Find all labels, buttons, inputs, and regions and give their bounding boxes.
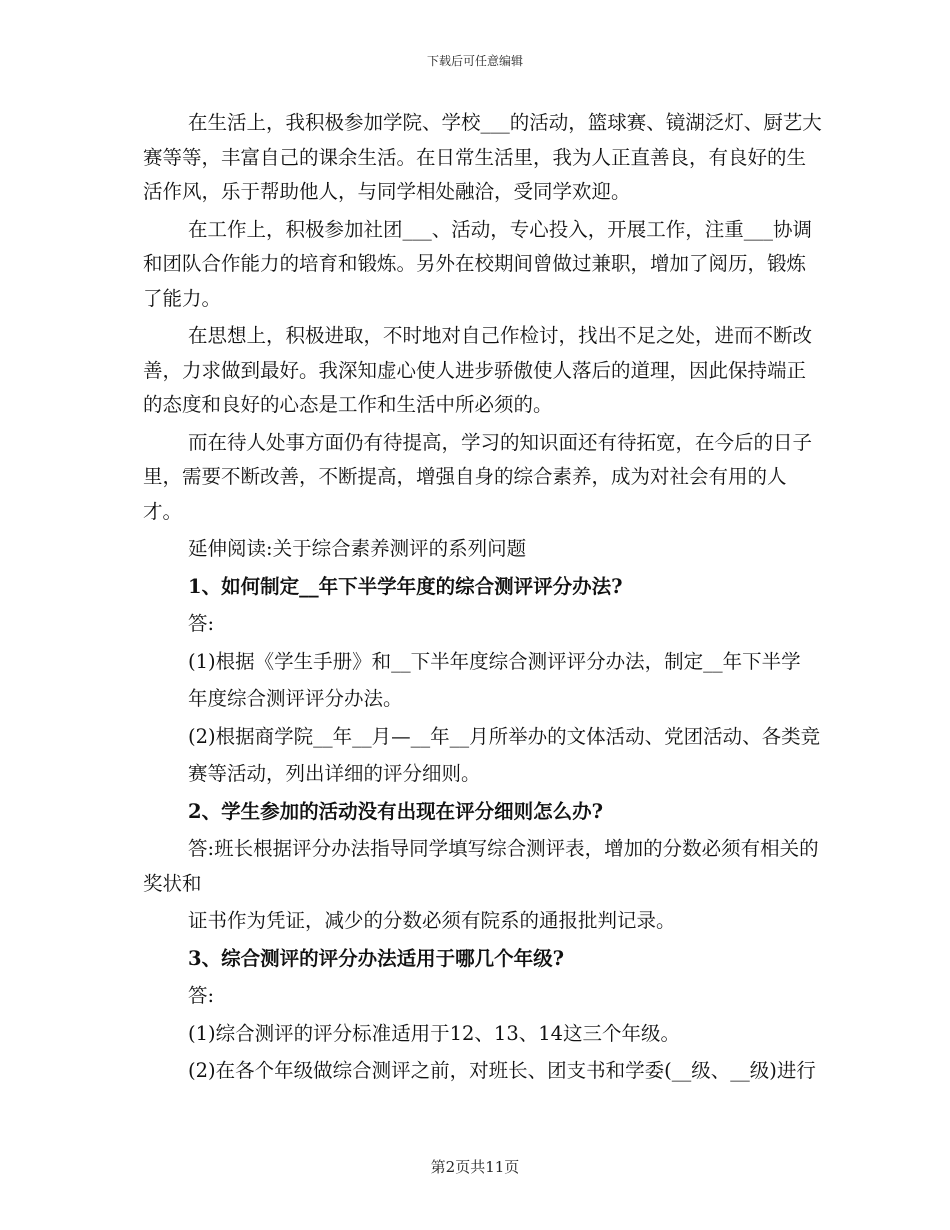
question-1: 1、如何制定__年下半学年度的综合测评评分办法? — [188, 574, 623, 598]
answer-3-item-1: (1)综合测评的评分标准适用于12、13、14这三个年级。 — [188, 1021, 681, 1045]
answer-1-item-2-cont: 赛等活动，列出详细的评分细则。 — [188, 762, 481, 785]
answer-1-item-1-cont: 年度综合测评评分办法。 — [188, 687, 403, 710]
answer-2-cont: 证书作为凭证，减少的分数必须有院系的通报批判记录。 — [188, 909, 676, 932]
question-2: 2、学生参加的活动没有出现在评分细则怎么办? — [188, 799, 603, 823]
page-header: 下载后可任意编辑 — [426, 54, 523, 68]
paragraph-work: 在工作上，积极参加社团___、活动，专心投入，开展工作，注重___协调和团队合作能力的培育和锻炼。另外在校期间曾做过兼职，增加了阅历，锻炼了能力。 — [143, 217, 813, 310]
answer-label: 答: — [188, 612, 215, 635]
answer-1-item-2: (2)根据商学院__年__月—__年__月所举办的文体活动、党团活动、各类竞 — [188, 724, 821, 748]
page-footer: 第2页共11页 — [430, 1158, 520, 1176]
answer-1-item-1: (1)根据《学生手册》和__下半年度综合测评评分办法，制定__年下半学 — [188, 649, 801, 673]
question-3: 3、综合测评的评分办法适用于哪几个年级? — [188, 946, 564, 970]
answer-3-item-2: (2)在各个年级做综合测评之前，对班长、团支书和学委(__级、__级)进行 — [188, 1059, 816, 1082]
answer-label: 答: — [188, 984, 215, 1007]
answer-2: 答:班长根据评分办法指导同学填写综合测评表，增加的分数必须有相关的奖状和 — [143, 837, 819, 895]
paragraph-improvement: 而在待人处事方面仍有待提高，学习的知识面还有待拓宽，在今后的日子里，需要不断改善，不断提高，增强自身的综合素养，成为对社会有用的人才。 — [143, 430, 813, 523]
document-body — [143, 106, 823, 1089]
extended-reading-title: 延伸阅读:关于综合素养测评的系列问题 — [188, 537, 527, 560]
paragraph-life: 在生活上，我积极参加学院、学校___的活动，篮球赛、镜湖泛灯、厨艺大赛等等，丰富自己的课余生活。在日常生活里，我为人正直善良，有良好的生活作风，乐于帮助他人，与同学相处融洽，受同学欢迎。 — [143, 111, 822, 203]
paragraph-thought: 在思想上，积极进取，不时地对自己作检讨，找出不足之处，进而不断改善，力求做到最好。我深知虚心使人进步骄傲使人落后的道理，因此保持端正的态度和良好的心态是工作和生活中所必须的。 — [143, 324, 813, 416]
